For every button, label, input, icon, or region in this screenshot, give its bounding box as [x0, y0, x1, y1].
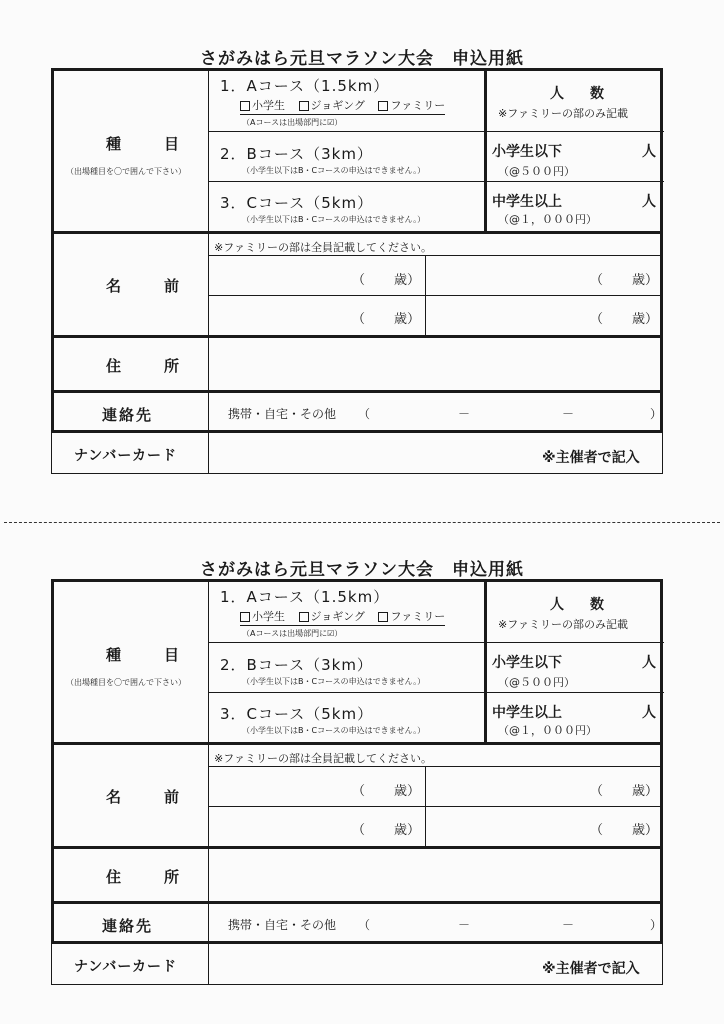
event-note: （出場種目を〇で囲んで下さい）	[66, 167, 186, 176]
contact-dash: －	[562, 407, 575, 421]
age-unit[interactable]: 歳）	[632, 312, 659, 327]
option-family[interactable]: ファミリー	[378, 99, 445, 112]
course-b-note: （小学生以下はB・Cコースの申込はできません。）	[242, 677, 426, 686]
checkbox-icon[interactable]	[378, 612, 388, 622]
age-unit[interactable]: 歳）	[394, 273, 421, 288]
age-unit[interactable]: 歳）	[394, 823, 421, 838]
course-a-note: （Aコースは出場部門に☑）	[242, 118, 343, 127]
rule	[208, 944, 209, 984]
course-a-options	[240, 97, 445, 115]
age-open: （	[590, 784, 604, 799]
course-a-options	[240, 608, 445, 626]
rule	[484, 71, 487, 233]
junior-unit[interactable]: 人	[642, 194, 656, 210]
rule	[425, 766, 426, 846]
name-note: ※ファミリーの部は全員記載してください。	[214, 752, 432, 765]
address-field[interactable]	[210, 339, 658, 389]
rule	[54, 335, 660, 338]
age-open: （	[590, 823, 604, 838]
rule	[54, 231, 660, 234]
course-b-note: （小学生以下はB・Cコースの申込はできません。）	[242, 166, 426, 175]
form-table	[51, 579, 663, 944]
rule	[208, 692, 486, 693]
contact-dash: －	[458, 918, 471, 932]
form-title: さがみはら元旦マラソン大会 申込用紙	[200, 49, 524, 69]
elementary-unit[interactable]: 人	[642, 655, 656, 671]
event-label: 種 目	[106, 135, 194, 153]
contact-dash: －	[562, 918, 575, 932]
checkbox-icon[interactable]	[240, 101, 250, 111]
headcount-note: ※ファミリーの部のみ記載	[498, 107, 628, 120]
address-field[interactable]	[210, 850, 658, 900]
elementary-unit[interactable]: 人	[642, 144, 656, 160]
age-unit[interactable]: 歳）	[632, 273, 659, 288]
age-open: （	[590, 273, 604, 288]
age-open: （	[352, 273, 366, 288]
checkbox-icon[interactable]	[299, 101, 309, 111]
rule	[484, 582, 487, 744]
number-card-row	[51, 433, 663, 474]
rule	[208, 433, 209, 473]
option-jogging[interactable]: ジョギング	[299, 610, 365, 623]
number-card-row	[51, 944, 663, 985]
age-open: （	[590, 312, 604, 327]
rule	[208, 582, 209, 941]
contact-prefix[interactable]: 携帯・自宅・その他	[228, 918, 337, 932]
name-note: ※ファミリーの部は全員記載してください。	[214, 241, 432, 254]
name-label: 名 前	[106, 788, 194, 806]
rule	[208, 181, 486, 182]
event-note: （出場種目を〇で囲んで下さい）	[66, 678, 186, 687]
contact-open: （	[358, 407, 371, 421]
elementary-price: （@５００円）	[498, 676, 575, 689]
course-a-label[interactable]: 1．Aコース（1.5km）	[220, 77, 390, 95]
address-label: 住 所	[106, 357, 194, 375]
rule	[486, 642, 664, 643]
junior-label: 中学生以上	[492, 194, 562, 210]
contact-prefix[interactable]: 携帯・自宅・その他	[228, 407, 337, 421]
course-a-note: （Aコースは出場部門に☑）	[242, 629, 343, 638]
rule	[486, 181, 664, 182]
rule	[486, 692, 664, 693]
course-c-label[interactable]: 3．Cコース（5km）	[220, 194, 374, 212]
rule	[208, 131, 486, 132]
headcount-label: 人 数	[550, 597, 610, 613]
course-a-label[interactable]: 1．Aコース（1.5km）	[220, 588, 390, 606]
age-unit[interactable]: 歳）	[632, 823, 659, 838]
option-elementary[interactable]: 小学生	[240, 610, 285, 623]
contact-label: 連絡先	[102, 917, 154, 935]
rule	[54, 390, 660, 393]
course-c-label[interactable]: 3．Cコース（5km）	[220, 705, 374, 723]
rule	[208, 766, 660, 767]
rule	[208, 642, 486, 643]
address-label: 住 所	[106, 868, 194, 886]
number-card-note: ※主催者で記入	[542, 450, 640, 466]
elementary-label: 小学生以下	[492, 144, 562, 160]
age-unit[interactable]: 歳）	[394, 312, 421, 327]
contact-dash: －	[458, 407, 471, 421]
elementary-label: 小学生以下	[492, 655, 562, 671]
cut-line	[4, 522, 720, 523]
age-unit[interactable]: 歳）	[394, 784, 421, 799]
age-open: （	[352, 312, 366, 327]
course-b-label[interactable]: 2．Bコース（3km）	[220, 145, 373, 163]
contact-close: ）	[650, 918, 663, 932]
rule	[208, 255, 660, 256]
option-family[interactable]: ファミリー	[378, 610, 445, 623]
course-c-note: （小学生以下はB・Cコースの申込はできません。）	[242, 215, 426, 224]
contact-close: ）	[650, 407, 663, 421]
rule	[54, 901, 660, 904]
junior-unit[interactable]: 人	[642, 705, 656, 721]
checkbox-icon[interactable]	[299, 612, 309, 622]
rule	[208, 295, 660, 296]
option-jogging[interactable]: ジョギング	[299, 99, 365, 112]
rule	[54, 742, 660, 745]
rule	[425, 255, 426, 335]
checkbox-icon[interactable]	[240, 612, 250, 622]
rule	[208, 71, 209, 430]
rule	[486, 131, 664, 132]
form-title: さがみはら元旦マラソン大会 申込用紙	[200, 560, 524, 580]
course-c-note: （小学生以下はB・Cコースの申込はできません。）	[242, 726, 426, 735]
number-card-label: ナンバーカード	[74, 959, 178, 975]
age-unit[interactable]: 歳）	[632, 784, 659, 799]
checkbox-icon[interactable]	[378, 101, 388, 111]
junior-price: （@１，０００円）	[498, 724, 597, 737]
option-elementary[interactable]: 小学生	[240, 99, 285, 112]
contact-open: （	[358, 918, 371, 932]
form-table	[51, 68, 663, 433]
age-open: （	[352, 784, 366, 799]
elementary-price: （@５００円）	[498, 165, 575, 178]
rule	[54, 846, 660, 849]
headcount-label: 人 数	[550, 86, 610, 102]
age-open: （	[352, 823, 366, 838]
event-label: 種 目	[106, 646, 194, 664]
junior-label: 中学生以上	[492, 705, 562, 721]
course-b-label[interactable]: 2．Bコース（3km）	[220, 656, 373, 674]
junior-price: （@１，０００円）	[498, 213, 597, 226]
contact-label: 連絡先	[102, 406, 154, 424]
number-card-note: ※主催者で記入	[542, 961, 640, 977]
rule	[208, 806, 660, 807]
name-label: 名 前	[106, 277, 194, 295]
headcount-note: ※ファミリーの部のみ記載	[498, 618, 628, 631]
number-card-label: ナンバーカード	[74, 448, 178, 464]
